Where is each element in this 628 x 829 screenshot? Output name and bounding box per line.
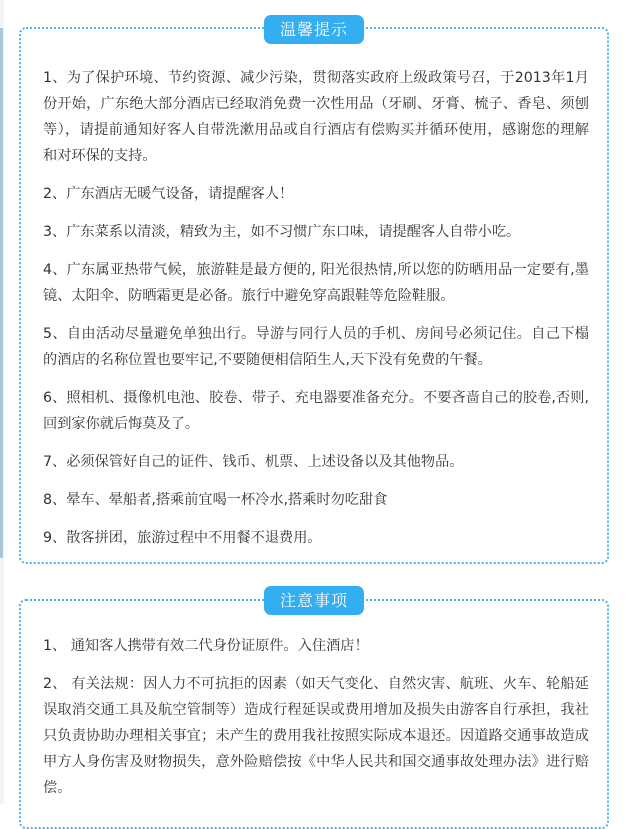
list-item: 2、 有关法规：因人力不可抗拒的因素（如天气变化、自然灾害、航班、火车、轮船延误取消交通工具及航空管制等）造成行程延误或费用增加及损失由游客自行承担，我社只负责协助办理相关事宜；未产生的费用我社按照实际成本退还。因道路交通事故造成甲方人身伤害及财物损失，意外险赔偿按《中华人民共和国交通事故处理办法》进行赔偿。: [43, 676, 589, 796]
left-edge-accent: [0, 28, 3, 558]
precautions-title: 注意事项: [264, 586, 364, 615]
list-item: 3、广东菜系以清淡，精致为主，如不习惯广东口味，请提醒客人自带小吃。: [43, 224, 521, 240]
precautions-list: [43, 633, 589, 813]
list-item: 8、晕车、晕船者,搭乘前宜喝一杯冷水,搭乘时勿吃甜食: [43, 492, 388, 508]
left-edge-strip: [0, 0, 4, 804]
warm-tips-title: 温馨提示: [264, 15, 364, 44]
list-item: 5、自由活动尽量避免单独出行。导游与同行人员的手机、房间号必须记住。自己下榻的酒店的名称位置也要牢记,不要随便相信陌生人,天下没有免费的午餐。: [43, 326, 589, 368]
list-item: 7、必须保管好自己的证件、钱币、机票、上述设备以及其他物品。: [43, 454, 464, 470]
warm-tips-section: [19, 20, 609, 564]
warm-tips-list: [43, 65, 589, 563]
list-item: 1、 通知客人携带有效二代身份证原件。入住酒店！: [43, 638, 369, 654]
list-item: 9、散客拼团，旅游过程中不用餐不退费用。: [43, 530, 322, 546]
precautions-section: [19, 591, 609, 829]
list-item: 4、广东属亚热带气候，旅游鞋是最方便的, 阳光很热情,所以您的防晒用品一定要有,墨镜、太阳伞、防晒霜更是必备。旅行中避免穿高跟鞋等危险鞋服。: [43, 262, 589, 304]
list-item: 2、广东酒店无暖气设备，请提醒客人！: [43, 186, 294, 202]
list-item: 1、为了保护环境、节约资源、减少污染，贯彻落实政府上级政策号召，于2013年1月份开始，广东绝大部分酒店已经取消免费一次性用品（牙刷、牙膏、梳子、香皂、须刨等），请提前通知好客人自带洗漱用品或自行酒店有偿购买并循环使用，感谢您的理解和对环保的支持。: [43, 70, 589, 164]
list-item: 6、照相机、摄像机电池、胶卷、带子、充电器要准备充分。不要吝啬自己的胶卷,否则,回到家你就后悔莫及了。: [43, 390, 589, 432]
